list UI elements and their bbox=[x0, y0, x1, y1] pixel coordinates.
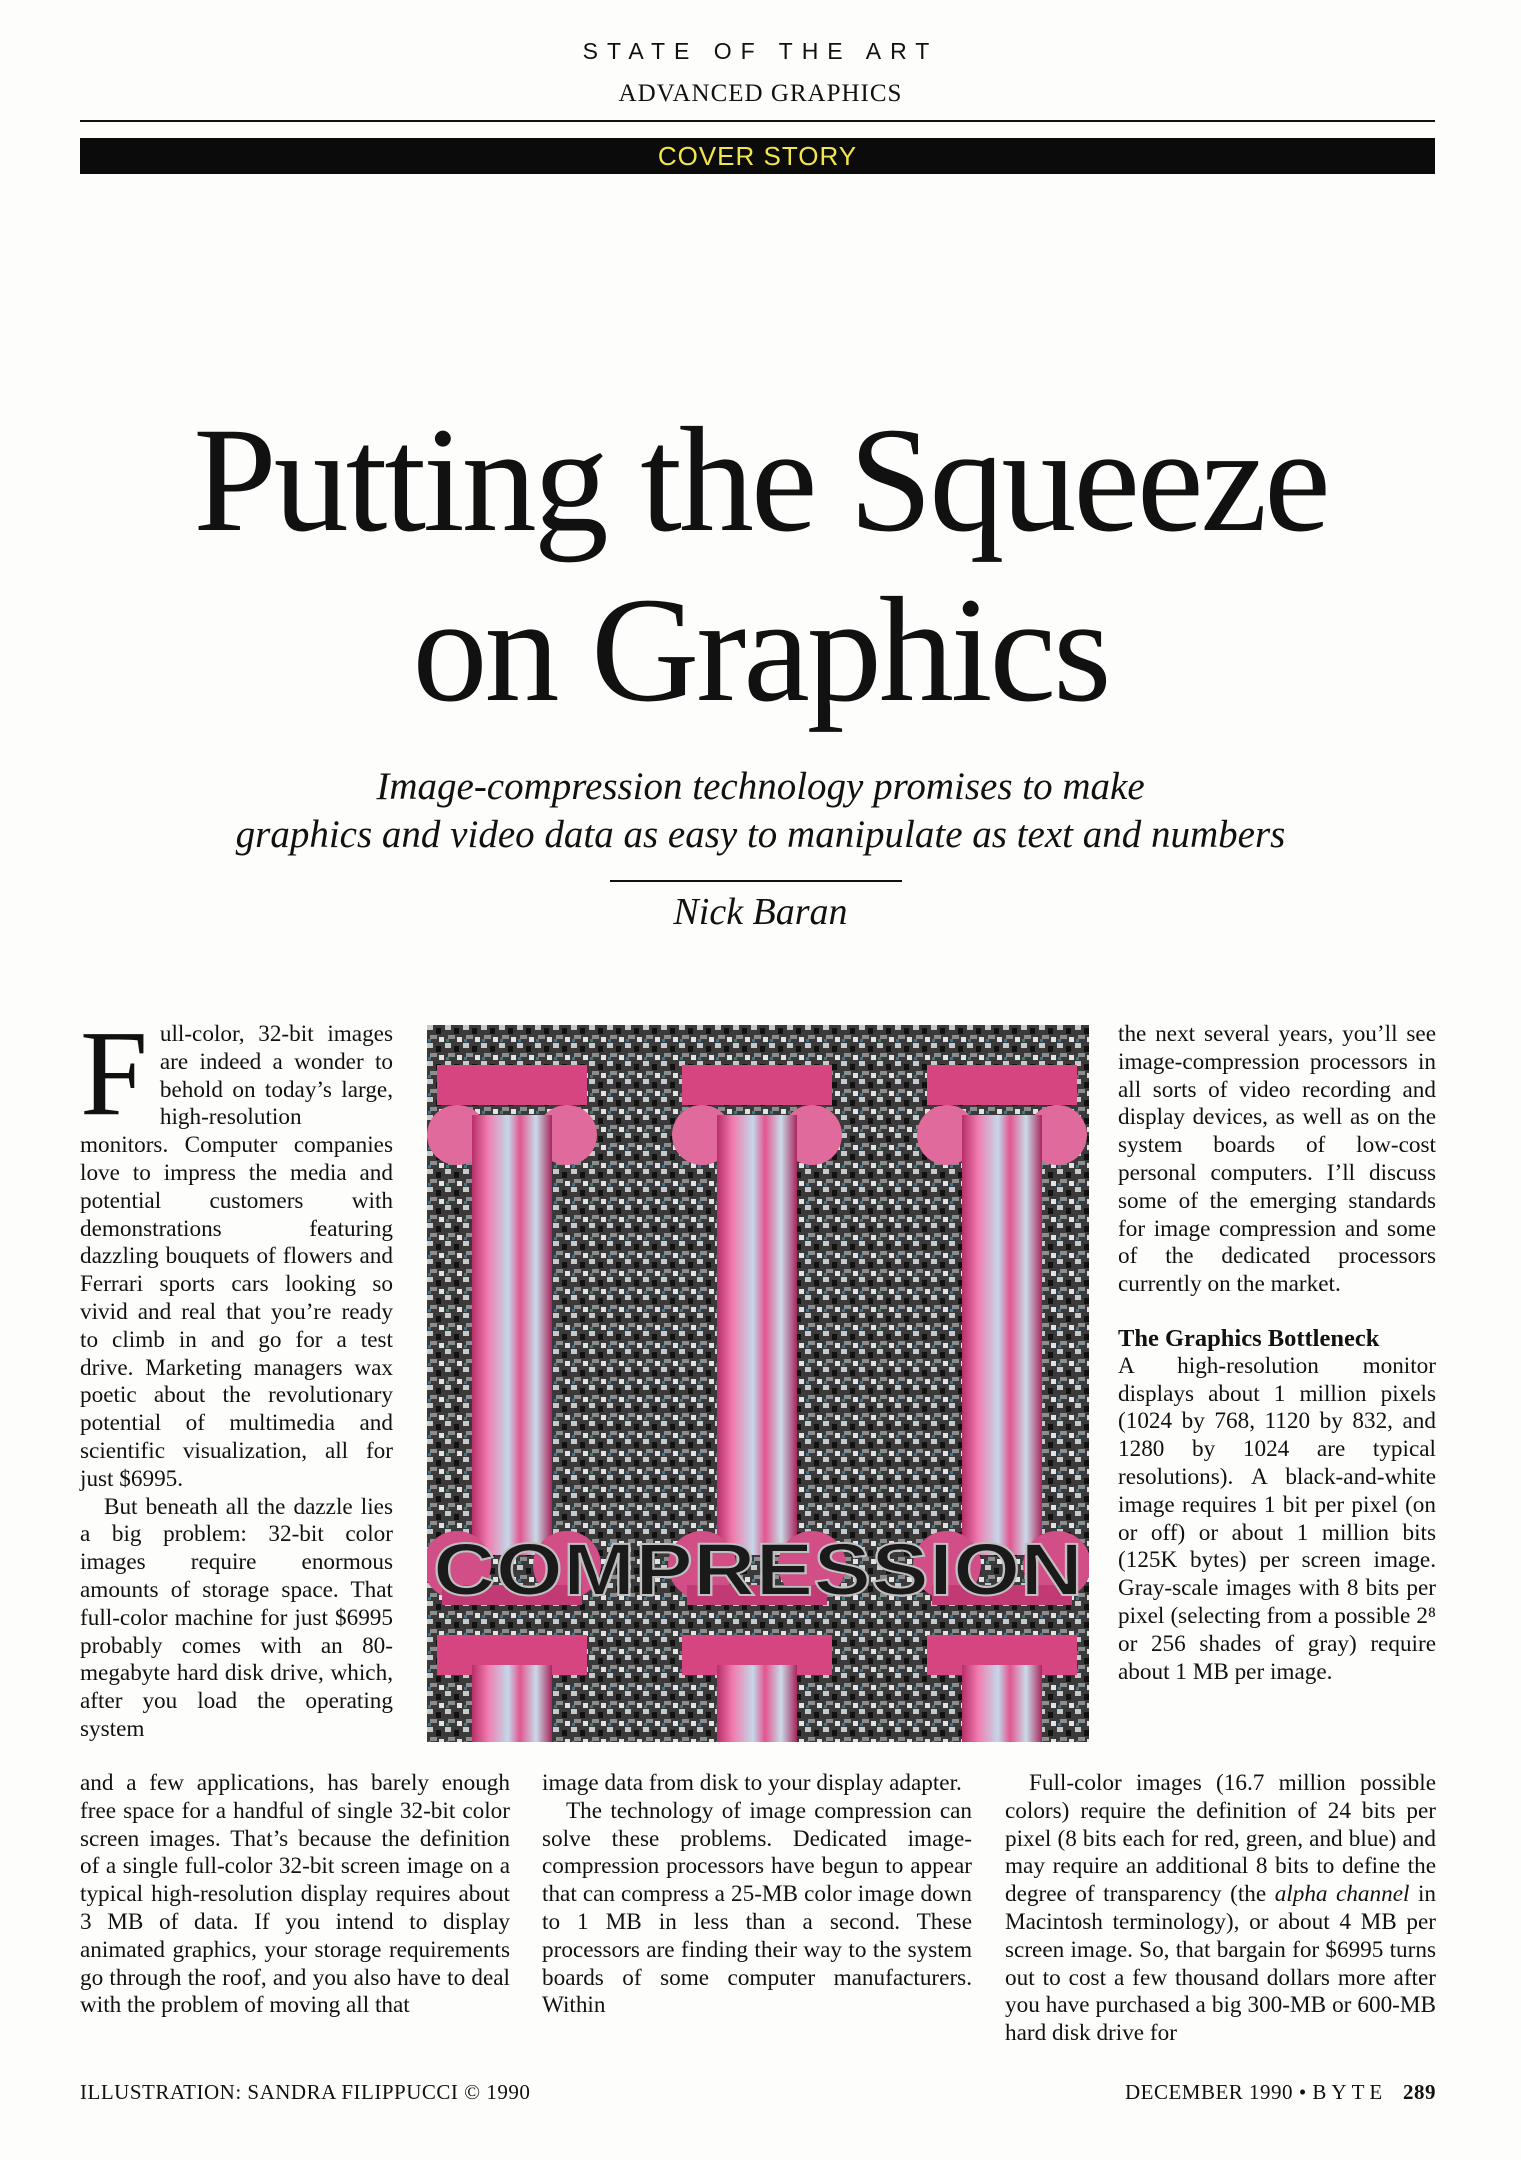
cover-story-banner bbox=[80, 138, 1435, 174]
footer-bullet: • bbox=[1298, 2080, 1307, 2104]
body-column-right-top bbox=[1118, 1021, 1436, 1686]
cover-story-label: COVER STORY bbox=[657, 141, 858, 171]
illustration-credit: ILLUSTRATION: SANDRA FILIPPUCCI © 1990 bbox=[80, 2080, 531, 2104]
body-column-right-bottom bbox=[1005, 1770, 1436, 2048]
body-paragraph bbox=[1005, 1770, 1436, 2048]
page-number: 289 bbox=[1403, 2080, 1436, 2104]
article-deck bbox=[0, 763, 1521, 859]
opening-text: ull-color, 32-bit images are indeed a wonder to behold on today’s large, high-resolution monitors. Computer companies love to impress the media and potential customers with demonstrations featuring dazzling bouquets of flowers and Ferrari sports cars looking so vivid and real that you’re ready to climb in and go for a test drive. Marketing managers wax poetic about the revolutionary potential of multimedia and scientific visualization, all for just $6995. bbox=[80, 1021, 393, 1492]
section-title: ADVANCED GRAPHICS bbox=[618, 80, 903, 107]
body-paragraph: But beneath all the dazzle lies a big problem: 32-bit color images require enormous amounts of storage space. That full-color machine for just $6995 probably comes with an 80-megabyte hard disk drive, which, after you load the operating system bbox=[80, 1493, 393, 1742]
author-byline: Nick Baran bbox=[673, 891, 848, 933]
compression-columns-illustration bbox=[427, 1025, 1089, 1742]
pillar-row-bottom bbox=[437, 1635, 1077, 1742]
body-paragraph: image data from disk to your display adapter. bbox=[542, 1770, 962, 1796]
article-headline bbox=[0, 395, 1521, 735]
body-column-middle bbox=[542, 1770, 972, 2020]
illustration-compression-word: COMPRESSION bbox=[433, 1528, 1083, 1611]
body-paragraph: the next several years, you’ll see image-compression processors in all sorts of video recording and display devices, as well as on the system boards of low-cost personal computers. I’ll discuss some of the emerging standards for image compression and some of the dedicated processors currently on the market. bbox=[1118, 1021, 1436, 1298]
section-kicker: STATE OF THE ART bbox=[582, 38, 939, 64]
deck-line-2: graphics and video data as easy to manipulate as text and numbers bbox=[235, 813, 1286, 856]
drop-cap: F bbox=[80, 1006, 148, 1141]
body-text: Full-color images (16.7 million possible colors) require the definition of 24 bits per pixel (8 bits each for red, green, and blue) and may require an additional 8 bits to define the degree of transparency (the bbox=[1005, 1770, 1436, 1908]
cover-illustration bbox=[427, 1025, 1089, 1742]
issue-date: DECEMBER 1990 bbox=[1124, 2080, 1294, 2104]
deck-line-1: Image-compression technology promises to make bbox=[376, 765, 1145, 808]
pillar-row-top bbox=[427, 1065, 1089, 1605]
header-rule bbox=[80, 120, 1435, 122]
body-paragraph: and a few applications, has barely enough free space for a handful of single 32-bit color screen images. That’s because the definition of a single full-color 32-bit screen image on a typical high-resolution display requires about 3 MB of data. If you intend to display animated graphics, your storage requirements go through the roof, and you also have to deal with the problem of moving all that bbox=[80, 1770, 510, 2019]
opening-paragraph bbox=[80, 1006, 393, 1494]
body-column-left-top bbox=[80, 1006, 393, 1744]
headline-line-2: on Graphics bbox=[412, 567, 1109, 733]
body-paragraph: A high-resolution monitor displays about 1 million pixels (1024 by 768, 1120 by 832, and 1280 by 1024 are typical resolutions). A black-and-white image requires 1 bit per pixel (on or off) or about 1 million bits (125K bytes) per screen image. Gray-scale images with 8 bits per pixel (selecting from a possible 2⁸ or 256 shades of gray) require about 1 MB per image. bbox=[1118, 1352, 1436, 1685]
section-subhead: The Graphics Bottleneck bbox=[1118, 1324, 1380, 1352]
body-text: in Macintosh terminology), or about 4 MB per screen image. So, that bargain for $6995 turns out to cost a few thousand dollars more after you have purchased a big 300-MB or 600-MB hard disk drive for bbox=[1005, 1881, 1437, 2047]
magazine-name: BYTE bbox=[1312, 2080, 1388, 2104]
byline-rule bbox=[610, 880, 902, 882]
headline-line-1: Putting the Squeeze bbox=[193, 397, 1328, 563]
page-footer bbox=[1125, 2080, 1436, 2105]
body-column-left-bottom bbox=[80, 1770, 510, 2020]
alpha-channel-term: alpha channel bbox=[1274, 1881, 1410, 1908]
body-paragraph: The technology of image compression can solve these problems. Dedicated image-compression processors have begun to appear that can compress a 25-MB color image down to 1 MB in less than a second. These processors are finding their way to the system boards of some computer manufacturers. Within bbox=[542, 1797, 972, 2019]
